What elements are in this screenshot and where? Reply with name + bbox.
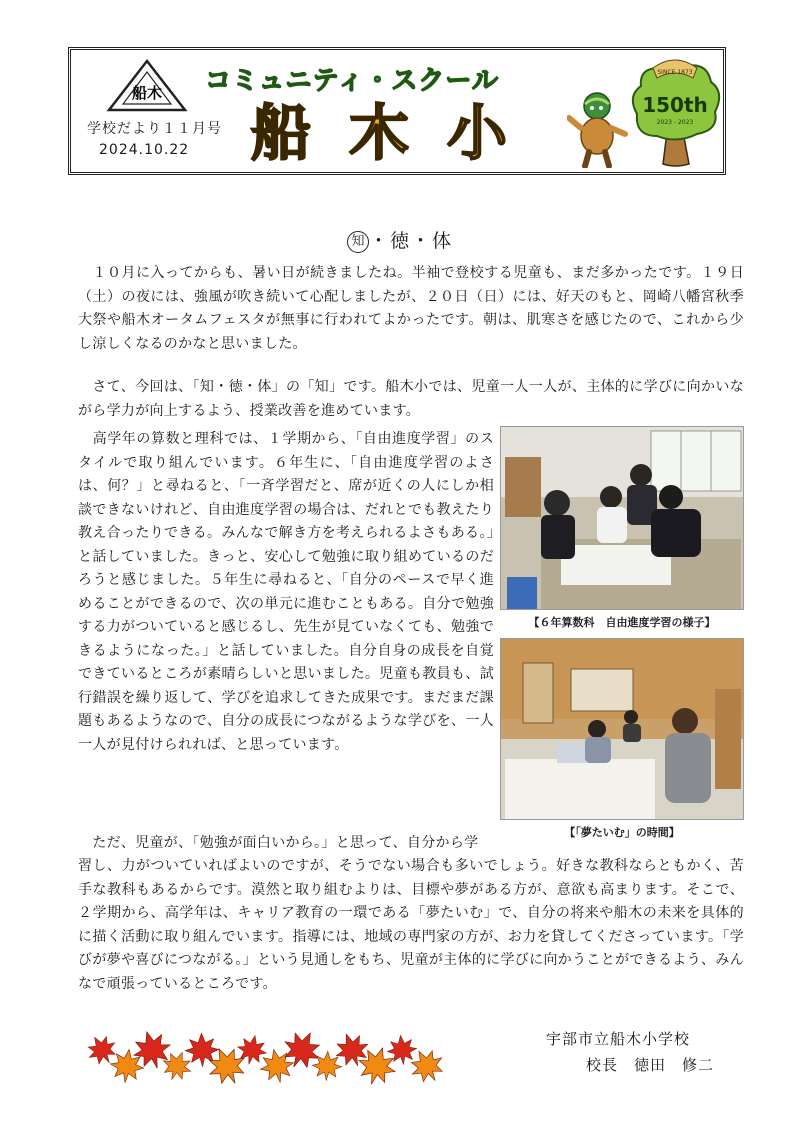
anniversary-since: SINCE 1873 bbox=[657, 69, 693, 76]
issue-label: 学校だより１１月号 bbox=[87, 121, 222, 137]
paragraph-1: １０月に入ってからも、暑い日が続きましたね。半袖で登校する児童も、まだ多かったです。１９日（土）の夜には、強風が吹き続いて心配しましたが、２０日（日）には、好天のもと、岡崎八幡宮秋季大祭や船木オータムフェスタが無事に行われてよかったです。朝は、肌寒さを感じたので、これから少し涼しくなるのかなと思いました。 bbox=[78, 265, 744, 352]
classroom-photo-2 bbox=[500, 638, 744, 820]
principal-signature: 校長 徳田 修二 bbox=[586, 1056, 715, 1074]
paragraph-2: さて、今回は、「知・徳・体」の「知」です。船木小では、児童一人一人が、主体的に学びに向かいながら学力が向上するよう、授業改善を進めています。 bbox=[78, 379, 744, 419]
logo-text: 船木 bbox=[131, 84, 163, 102]
section-title-mark: 知 bbox=[347, 231, 369, 253]
section-title bbox=[0, 226, 800, 253]
issue-date: 2024.10.22 bbox=[99, 142, 190, 158]
section-title-rest: ・徳・体 bbox=[368, 230, 453, 252]
anniversary-main: 150th bbox=[642, 93, 708, 117]
newsletter-header bbox=[68, 47, 726, 175]
school-name-title: 船木小 bbox=[251, 99, 545, 169]
photo-2-caption: 【「夢たいむ」の時間】 bbox=[564, 826, 680, 839]
paragraph-4-rest: 習し、力がついていればよいのですが、そうでない場合も多いでしょう。好きな教科ならともかく、苦手な教科もあるからです。漠然と取り組むよりは、目標や夢がある方が、意欲も高まります。そこで、２学期から、高学年は、キャリア教育の一環である「夢たいむ」で、自分の将来や船木の未来を具体的に描く活動に取り組んでいます。指導には、地域の専門家の方が、お力を貸してくださっています。「学びが夢や喜びにつながる。」という見通しをもち、児童が主体的に学びに向かうことができるよう、みんなで頑張っているところです。 bbox=[78, 858, 744, 992]
anniversary-years: 2023 - 2023 bbox=[656, 119, 694, 126]
photo-1-caption: 【６年算数科 自由進度学習の様子】 bbox=[528, 616, 716, 629]
paragraph-4-start: ただ、児童が、「勉強が面白いから。」と思って、自分から学 bbox=[78, 835, 479, 851]
anniversary-tree-icon bbox=[627, 56, 723, 170]
series-title: コミュニティ・スクール bbox=[205, 66, 499, 96]
paragraph-3: 高学年の算数と理科では、１学期から、「自由進度学習」のスタイルで取り組んでいます。６年生に、「自由進度学習のよさは、何？」と尋ねると、「一斉学習だと、席が近くの人にしか相談できないけれど、自由進度学習の場合は、だれとでも教えたり教え合ったりできる。みんなで解き方を考えられるよさもある。」と話していました。きっと、安心して勉強に取り組めているのだろうと感じました。５年生に尋ねると、「自分のペースで早く進めることができるので、次の単元に進むこともある。自分で勉強する力がついていると感じるし、先生が見ていなくても、勉強できるようになった。」と話していました。自分自身の成長を自覚できているところが素晴らしいと思いました。児童も教員も、試行錯誤を繰り返して、学びを追求してきた成果です。まだまだ課題もあるようなので、自分の成長につながるような学びを、一人一人が見付けられれば、と思っています。 bbox=[78, 431, 494, 753]
classroom-photo-1 bbox=[500, 426, 744, 610]
mascot-icon bbox=[567, 88, 629, 168]
school-logo-icon bbox=[105, 58, 189, 114]
school-signature: 宇部市立船木小学校 bbox=[546, 1030, 691, 1048]
autumn-leaves-icon bbox=[86, 1028, 446, 1090]
